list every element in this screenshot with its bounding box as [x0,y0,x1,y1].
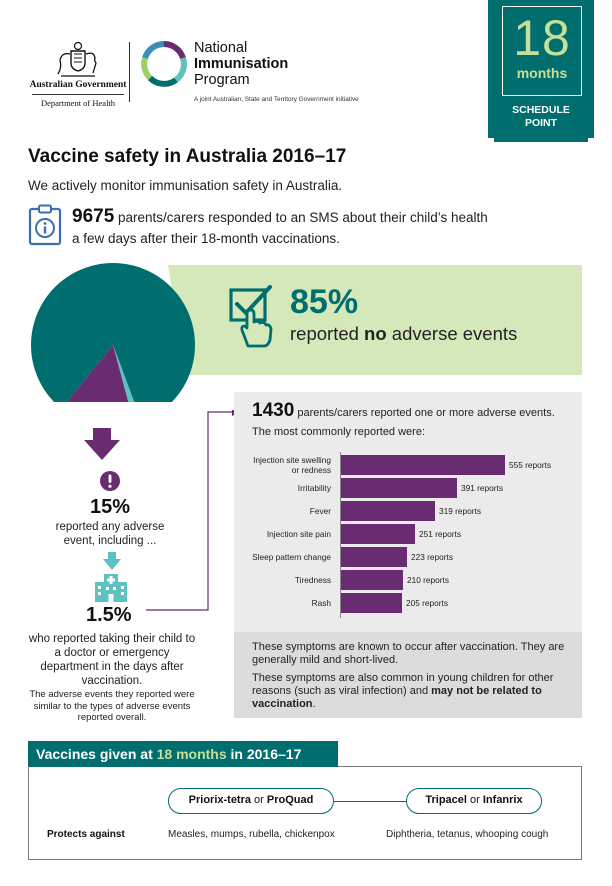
symptoms-paragraph-1: These symptoms are known to occur after vaccination. They are generally mild and short-lived. [252,641,565,666]
symptoms-p2-pre: These symptoms are also common in young children for other reasons (such as viral infection) and [252,672,554,697]
nip-line-1: National [194,40,248,56]
bar-label: Injection site pain [266,529,331,539]
diseases-dtpa: Diphtheria, tetanus, whooping cough [386,829,549,840]
vaccine1-or: or [251,794,267,806]
symptoms-p2-bold: may not be related to vaccination [252,685,542,710]
page-title: Vaccine safety in Australia 2016–17 [28,146,347,167]
bar-label: Fever [309,506,331,516]
nip-title [194,40,288,88]
bar-label: Irritability [297,483,331,493]
clipboard-info-icon [28,204,62,246]
badge-line-2: POINT [524,117,558,129]
vaccine1-b: ProQuad [266,794,314,806]
australian-government-logo [28,40,128,108]
vaccine2-or: or [466,794,483,806]
no-events-percent: 85% [290,283,359,321]
hospital-icon [94,572,128,602]
bar [341,593,402,613]
symptoms-p2-post: . [312,698,316,710]
vaccine-pill-dtpa [406,788,542,814]
vaccines-title-hl: 18 months [156,746,227,762]
intro-text: We actively monitor immunisation safety in Australia. [28,178,343,193]
bar [341,570,403,590]
vaccines-title-pre: Vaccines given at [36,746,157,762]
no-events-text [290,323,517,345]
schedule-badge-frame [502,6,582,96]
bar-label: Injection site swelling or redness [253,455,331,475]
gov-name: Australian Government [29,80,127,90]
doctor-percent: 1.5% [86,604,132,626]
bar [341,547,407,567]
sms-count: 9675 [72,206,115,227]
vaccine2-b: Infanrix [482,794,523,806]
vaccine1-a: Priorix-tetra [188,794,251,806]
checkbox-hand-icon [228,284,278,348]
doctor-text: who reported taking their child to a doctor or emergency department in the days after vaccination. [28,633,196,687]
bar-value-label: 223 reports [411,552,453,562]
nip-line-2: Immunisation [194,56,289,72]
schedule-badge-underline [494,138,588,142]
gov-department: Department of Health [40,98,116,108]
no-events-post: adverse events [386,323,518,344]
bar-value-label: 205 reports [406,598,448,608]
vaccine-pill-mmrv [168,788,334,814]
bar [341,478,457,498]
nip-line-3: Program [194,72,250,88]
bar-value-label: 391 reports [461,483,503,493]
nip-subtitle: A joint Australian, State and Territory Government initiative [194,96,359,103]
bar-label: Sleep pattern change [252,552,331,562]
badge-line-1: SCHEDULE [512,104,570,116]
bar-value-label: 210 reports [407,575,449,585]
small-down-arrow-icon [103,552,121,570]
bar-label: Rash [311,598,331,608]
bar [341,501,435,521]
vaccines-link-line [334,801,406,802]
diseases-mmrv: Measles, mumps, rubella, chickenpox [168,829,335,840]
symptoms-paragraph-2 [252,672,572,711]
bar-label: Tiredness [294,575,331,585]
reports-subheading: The most commonly reported were: [252,426,426,438]
bar-value-label: 319 reports [439,506,481,516]
vaccines-title [36,746,301,762]
bar [341,524,415,544]
badge-unit: months [516,65,568,81]
nip-ring-logo-icon [140,40,188,88]
bar [341,455,505,475]
bar-value-label: 251 reports [419,529,461,539]
badge-number: 18 [513,10,571,66]
reports-head-text: parents/carers reported one or more adverse events. [294,407,555,419]
vaccines-box-topline [338,766,582,767]
sms-summary [72,206,488,249]
reports-count: 1430 [252,400,295,421]
adverse-events-pie [28,260,198,402]
sms-line-1: parents/carers responded to an SMS about their child’s health [114,210,488,225]
exclamation-icon [99,470,121,492]
vaccine2-a: Tripacel [425,794,467,806]
gov-divider [32,94,124,95]
vaccines-title-post: in 2016–17 [226,746,302,762]
badge-schedule-text [488,104,594,130]
header-divider [129,42,130,102]
adverse-percent: 15% [90,496,131,518]
protects-label: Protects against [47,829,125,840]
sms-line-2: a few days after their 18-month vaccinations. [72,231,340,246]
reports-heading [252,400,555,421]
doctor-note: The adverse events they reported were similar to the types of adverse events reported overall. [29,689,195,723]
adverse-text: reported any adverse event, including ... [55,521,165,547]
bar-value-label: 555 reports [509,460,551,470]
no-events-bold: no [364,323,387,344]
coat-of-arms-icon [55,40,101,78]
down-arrow-icon [84,428,120,460]
no-events-pre: reported [290,323,365,344]
